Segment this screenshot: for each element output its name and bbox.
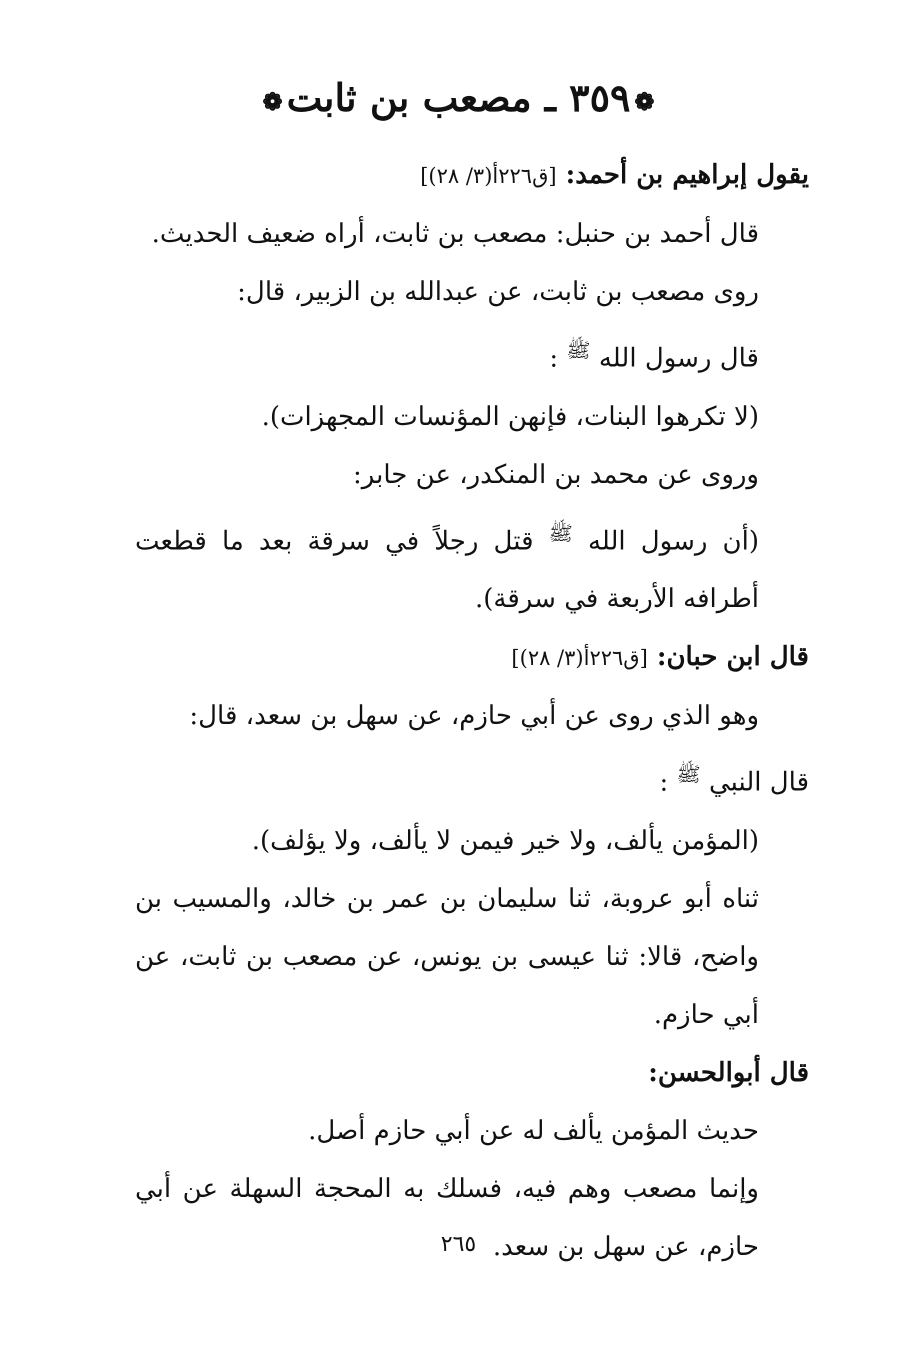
manuscript-reference: [ق٢٢٦أ(٣/ ٢٨)] bbox=[420, 164, 557, 188]
entry-title-text: ٣٥٩ ـ مصعب بن ثابت bbox=[286, 75, 631, 120]
blessing-icon: ﷺ bbox=[566, 338, 591, 362]
ornament-right-icon: ❁ bbox=[634, 86, 655, 116]
hadith-quote: (لا تكرهوا البنات، فإنهن المؤنسات المجهزات). bbox=[261, 401, 759, 432]
hadith-quote: (المؤمن يألف، ولا خير فيمن لا يألف، ولا يؤلف). bbox=[251, 825, 759, 856]
paragraph: قال أحمد بن حنبل: مصعب بن ثابت، أراه ضعيف الحديث. bbox=[151, 219, 759, 249]
paragraph: روى مصعب بن ثابت، عن عبدالله بن الزبير، قال: bbox=[237, 277, 759, 307]
section-header-text: يقول إبراهيم بن أحمد: bbox=[565, 160, 809, 190]
blessing-icon: ﷺ bbox=[676, 762, 701, 787]
section-header-text: قال ابن حبان: bbox=[656, 642, 809, 673]
paragraph-text: : bbox=[659, 767, 669, 798]
blessing-icon: ﷺ bbox=[548, 520, 573, 545]
section-header-ibrahim bbox=[135, 146, 809, 205]
section-header-ibn-hibban bbox=[135, 628, 809, 687]
paragraph bbox=[135, 321, 809, 388]
paragraph: حديث المؤمن يألف له عن أبي حازم أصل. bbox=[308, 1115, 759, 1146]
paragraph-text: (أن رسول الله bbox=[587, 526, 760, 557]
paragraph-text: قتل رجلاً في سرقة بعد ما قطعت أطرافه الأربعة في سرقة). bbox=[135, 526, 759, 615]
paragraph-text: قال النبي bbox=[708, 767, 809, 798]
paragraph-text: : bbox=[549, 343, 559, 374]
paragraph: ثناه أبو عروبة، ثنا سليمان بن عمر بن خالد، والمسيب بن واضح، قالا: ثنا عيسى بن يونس، عن مصعب بن ثابت، عن أبي حازم. bbox=[135, 883, 759, 1030]
paragraph: وإنما مصعب وهم فيه، فسلك به المحجة السهلة عن أبي حازم، عن سهل بن سعد. bbox=[135, 1173, 759, 1262]
paragraph: وهو الذي روى عن أبي حازم، عن سهل بن سعد، قال: bbox=[189, 701, 759, 732]
ornament-left-icon: ❁ bbox=[262, 86, 283, 116]
entry-title bbox=[0, 70, 917, 130]
paragraph bbox=[135, 745, 809, 812]
hadith-quote bbox=[135, 504, 809, 629]
paragraph: وروى عن محمد بن المنكدر، عن جابر: bbox=[353, 459, 759, 490]
entry-body bbox=[135, 146, 809, 1276]
manuscript-reference: [ق٢٢٦أ(٣/ ٢٨)] bbox=[511, 646, 648, 671]
page-number: ٢٦٥ bbox=[440, 1232, 477, 1257]
section-header-abul-hasan: قال أبوالحسن: bbox=[648, 1057, 809, 1088]
paragraph-text: قال رسول الله bbox=[598, 343, 759, 374]
